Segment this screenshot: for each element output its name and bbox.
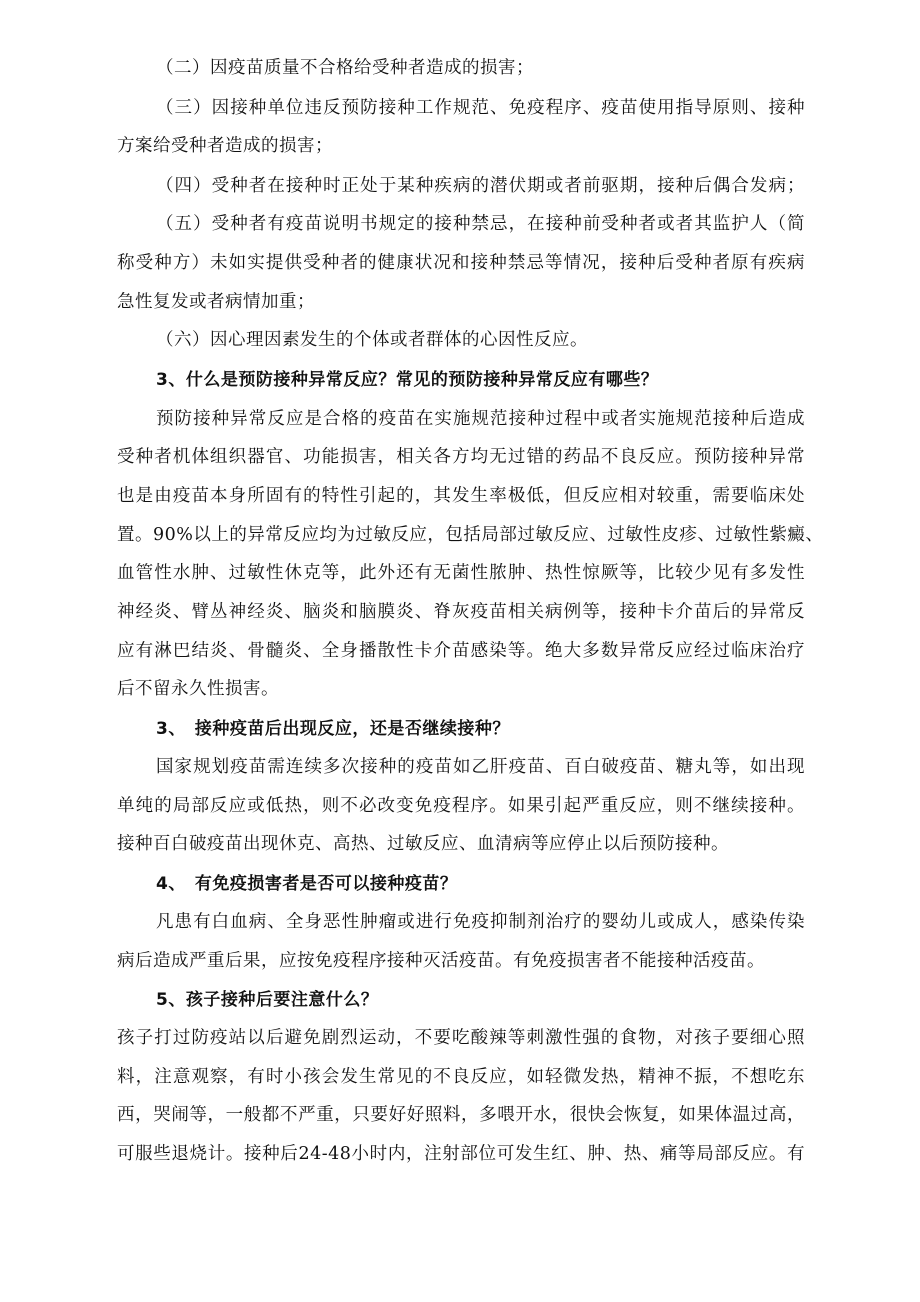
body-3a-line-8: 后不留永久性损害。 xyxy=(117,679,279,699)
item-5-line-2: 称受种方）未如实提供受种者的健康状况和接种禁忌等情况，接种后受种者原有疾病 xyxy=(117,253,805,273)
item-2: （二）因疫苗质量不合格给受种者造成的损害； xyxy=(156,58,534,78)
body-3a-line-5: 血管性水肿、过敏性休克等，此外还有无菌性脓肿、热性惊厥等，比较少见有多发性 xyxy=(117,563,805,583)
body-4-line-1: 凡患有白血病、全身恶性肿瘤或进行免疫抑制剂治疗的婴幼儿或成人，感染传染 xyxy=(156,912,805,932)
section-heading-5: 5、孩子接种后要注意什么？ xyxy=(156,990,379,1010)
item-3-line-1: （三）因接种单位违反预防接种工作规范、免疫程序、疫苗使用指导原则、接种 xyxy=(156,98,805,118)
section-heading-3a: 3、什么是预防接种异常反应？常见的预防接种异常反应有哪些？ xyxy=(156,370,659,390)
body-5-line-4: 可服些退烧计。接种后24-48小时内，注射部位可发生红、肿、热、痛等局部反应。有 xyxy=(117,1144,805,1164)
body-5-line-3: 西，哭闹等，一般都不严重，只要好好照料，多喂开水，很快会恢复，如果体温过高， xyxy=(117,1105,805,1125)
body-3a-line-2: 受种者机体组织器官、功能损害，相关各方均无过错的药品不良反应。预防接种异常 xyxy=(117,447,805,467)
body-3b-line-3: 接种百白破疫苗出现休克、高热、过敏反应、血清病等应停止以后预防接种。 xyxy=(117,834,729,854)
body-3a-line-6: 神经炎、臂丛神经炎、脑炎和脑膜炎、脊灰疫苗相关病例等，接种卡介苗后的异常反 xyxy=(117,602,805,622)
body-3b-line-1: 国家规划疫苗需连续多次接种的疫苗如乙肝疫苗、百白破疫苗、糖丸等，如出现 xyxy=(156,757,805,777)
section-heading-4: 4、 有免疫损害者是否可以接种疫苗？ xyxy=(156,874,458,894)
item-4: （四）受种者在接种时正处于某种疾病的潜伏期或者前驱期，接种后偶合发病； xyxy=(156,176,805,196)
body-3a-line-4: 置。90%以上的异常反应均为过敏反应，包括局部过敏反应、过敏性皮疹、过敏性紫癜、 xyxy=(117,525,824,545)
section-heading-3b: 3、 接种疫苗后出现反应，还是否继续接种？ xyxy=(156,719,510,739)
body-4-line-2: 病后造成严重后果，应按免疫程序接种灭活疫苗。有免疫损害者不能接种活疫苗。 xyxy=(117,951,765,971)
item-6: （六）因心理因素发生的个体或者群体的心因性反应。 xyxy=(156,330,588,350)
body-3a-line-1: 预防接种异常反应是合格的疫苗在实施规范接种过程中或者实施规范接种后造成 xyxy=(156,409,805,429)
body-3b-line-2: 单纯的局部反应或低热，则不必改变免疫程序。如果引起严重反应，则不继续接种。 xyxy=(117,796,805,816)
body-5-line-1: 孩子打过防疫站以后避免剧烈运动，不要吃酸辣等刺激性强的食物，对孩子要细心照 xyxy=(117,1028,805,1048)
item-3-line-2: 方案给受种者造成的损害； xyxy=(117,136,333,156)
item-5-line-1: （五）受种者有疫苗说明书规定的接种禁忌，在接种前受种者或者其监护人（简 xyxy=(156,214,805,234)
item-5-line-3: 急性复发或者病情加重； xyxy=(117,292,315,312)
body-3a-line-7: 应有淋巴结炎、骨髓炎、全身播散性卡介苗感染等。绝大多数异常反应经过临床治疗 xyxy=(117,641,805,661)
body-5-line-2: 料，注意观察，有时小孩会发生常见的不良反应，如轻微发热，精神不振，不想吃东 xyxy=(117,1067,805,1087)
body-3a-line-3: 也是由疫苗本身所固有的特性引起的，其发生率极低，但反应相对较重，需要临床处 xyxy=(117,486,805,506)
